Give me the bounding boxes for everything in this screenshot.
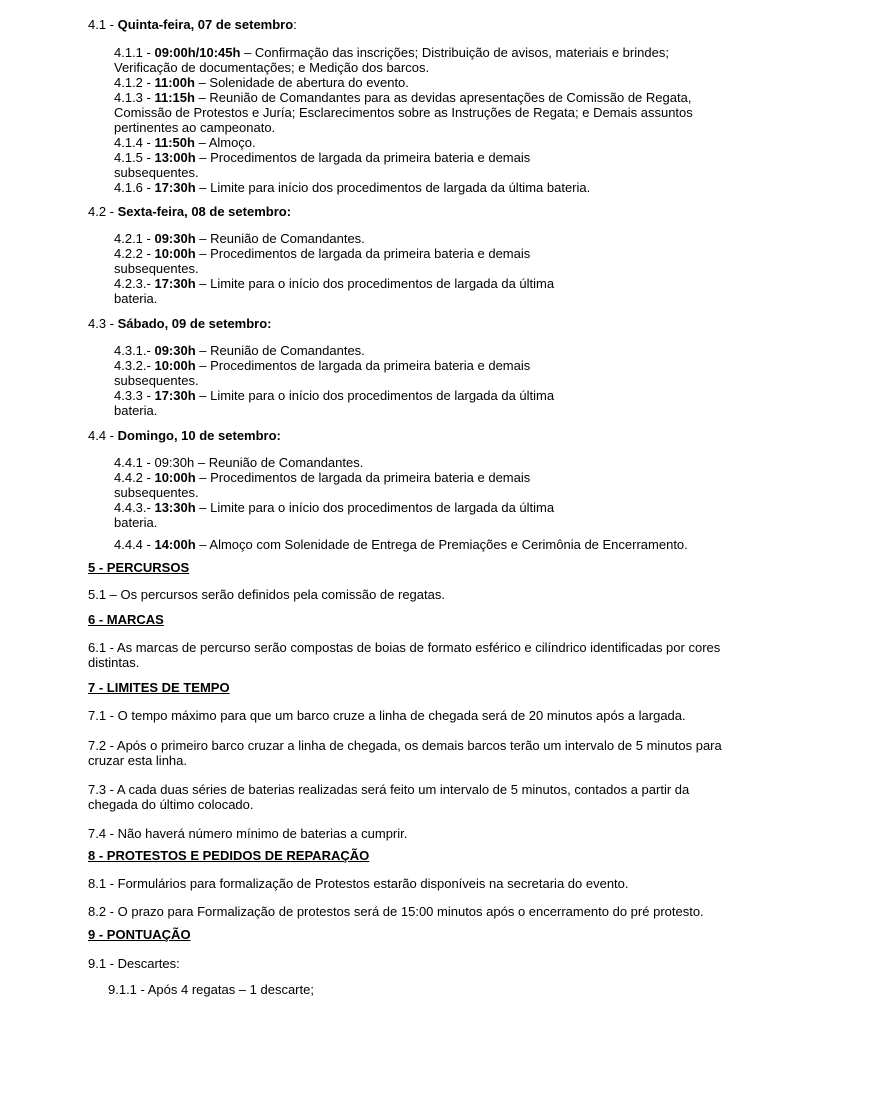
day-colon: : [293, 17, 297, 32]
day-number: 4.2 - [88, 204, 118, 219]
schedule-item-continued: subsequentes. [114, 485, 199, 500]
schedule-item: 4.1.3 - 11:15h – Reunião de Comandantes para as devidas apresentações de Comissão de Regata, [114, 90, 692, 105]
paragraph: 9.1 - Descartes: [88, 956, 180, 971]
schedule-item-continued: bateria. [114, 291, 158, 306]
paragraph: 5.1 – Os percursos serão definidos pela comissão de regatas. [88, 587, 445, 602]
schedule-item: 4.1.2 - 11:00h – Solenidade de abertura do evento. [114, 75, 409, 90]
schedule-item: 4.1.5 - 13:00h – Procedimentos de largada da primeira bateria e demais [114, 150, 531, 165]
paragraph: 7.1 - O tempo máximo para que um barco cruze a linha de chegada será de 20 minutos após a largada. [88, 708, 686, 723]
paragraph-continued: chegada do último colocado. [88, 797, 254, 812]
day-heading-sunday [88, 428, 281, 443]
paragraph: 7.3 - A cada duas séries de baterias realizadas será feito um intervalo de 5 minutos, contados a partir da [88, 782, 690, 797]
paragraph-continued: distintas. [88, 655, 140, 670]
schedule-item: 4.2.3.- 17:30h – Limite para o início dos procedimentos de largada da última [114, 276, 555, 291]
schedule-item-continued: Verificação de documentações; e Medição dos barcos. [114, 60, 430, 75]
paragraph: 7.2 - Após o primeiro barco cruzar a linha de chegada, os demais barcos terão um intervalo de 5 minutos para [88, 738, 722, 753]
schedule-item-continued: Comissão de Protestos e Juría; Esclarecimentos sobre as Instruções de Regata; e Demais assuntos [114, 105, 693, 120]
day-title: Sábado, 09 de setembro: [117, 316, 272, 331]
schedule-item: 4.3.1.- 09:30h – Reunião de Comandantes. [114, 343, 365, 358]
schedule-item: 4.2.2 - 10:00h – Procedimentos de largada da primeira bateria e demais [114, 246, 531, 261]
schedule-item: 4.3.2.- 10:00h – Procedimentos de largada da primeira bateria e demais [114, 358, 531, 373]
schedule-item-continued: bateria. [114, 515, 158, 530]
schedule-item: 4.1.1 - 09:00h/10:45h – Confirmação das inscrições; Distribuição de avisos, materiais e brindes; [114, 45, 669, 60]
schedule-item-continued: subsequentes. [114, 261, 199, 276]
day-number: 4.3 - [88, 316, 118, 331]
section-heading-limites-de-tempo: 7 - LIMITES DE TEMPO [88, 680, 230, 695]
schedule-item: 4.3.3 - 17:30h – Limite para o início dos procedimentos de largada da última [114, 388, 555, 403]
day-number: 4.1 - [88, 17, 118, 32]
paragraph: 7.4 - Não haverá número mínimo de baterias a cumprir. [88, 826, 408, 841]
schedule-item: 4.4.1 - 09:30h – Reunião de Comandantes. [114, 455, 364, 470]
day-title: Domingo, 10 de setembro: [117, 428, 281, 443]
schedule-item-continued: subsequentes. [114, 373, 199, 388]
schedule-item: 4.1.4 - 11:50h – Almoço. [114, 135, 256, 150]
schedule-item-continued: pertinentes ao campeonato. [114, 120, 276, 135]
day-title: Sexta-feira, 08 de setembro: [117, 204, 292, 219]
schedule-item: 4.2.1 - 09:30h – Reunião de Comandantes. [114, 231, 365, 246]
day-heading-thursday [88, 17, 297, 32]
section-heading-pontuacao: 9 - PONTUAÇÃO [88, 927, 191, 942]
paragraph: 9.1.1 - Após 4 regatas – 1 descarte; [108, 982, 314, 997]
paragraph: 8.2 - O prazo para Formalização de protestos será de 15:00 minutos após o encerramento do pré protesto. [88, 904, 704, 919]
section-heading-percursos: 5 - PERCURSOS [88, 560, 190, 575]
schedule-item-continued: bateria. [114, 403, 158, 418]
day-title: Quinta-feira, 07 de setembro [117, 17, 294, 32]
paragraph: 6.1 - As marcas de percurso serão compostas de boias de formato esférico e cilíndrico identificadas por cores [88, 640, 721, 655]
schedule-item: 4.4.4 - 14:00h – Almoço com Solenidade de Entrega de Premiações e Cerimônia de Encerramento. [114, 537, 688, 552]
day-heading-saturday [88, 316, 272, 331]
schedule-item-continued: subsequentes. [114, 165, 199, 180]
schedule-item: 4.4.2 - 10:00h – Procedimentos de largada da primeira bateria e demais [114, 470, 531, 485]
schedule-item: 4.1.6 - 17:30h – Limite para início dos procedimentos de largada da última bateria. [114, 180, 591, 195]
section-heading-marcas: 6 - MARCAS [88, 612, 164, 627]
day-number: 4.4 - [88, 428, 118, 443]
day-heading-friday [88, 204, 291, 219]
schedule-item: 4.4.3.- 13:30h – Limite para o início dos procedimentos de largada da última [114, 500, 555, 515]
section-heading-protestos: 8 - PROTESTOS E PEDIDOS DE REPARAÇÃO [88, 848, 370, 863]
paragraph-continued: cruzar esta linha. [88, 753, 187, 768]
paragraph: 8.1 - Formulários para formalização de Protestos estarão disponíveis na secretaria do evento. [88, 876, 629, 891]
